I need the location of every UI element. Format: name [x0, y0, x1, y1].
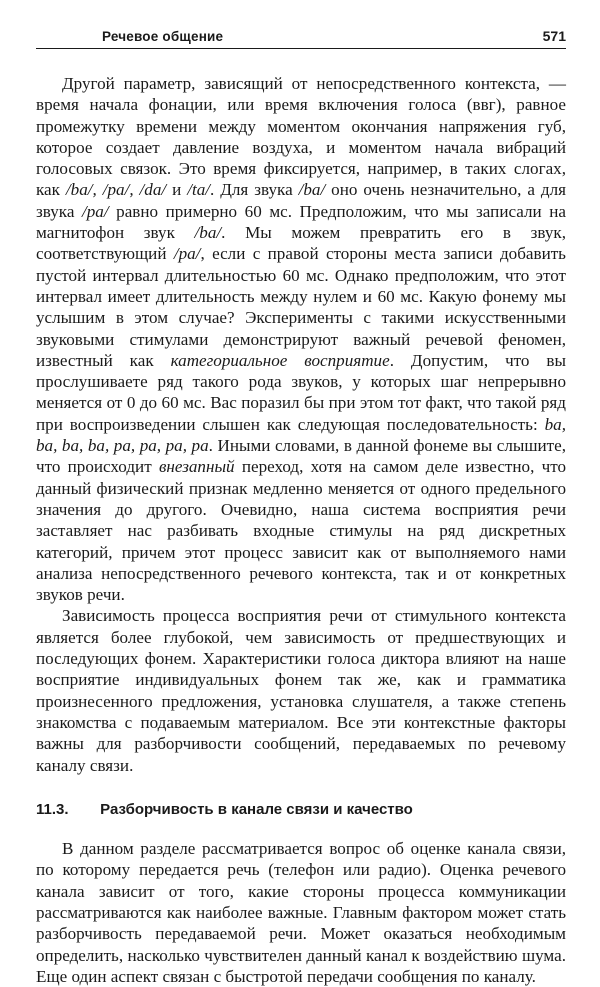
text-run: Зависимость процесса восприятия речи от стимульного контекста является более глубокой, чем зависимость от предшествующих и последующих фонем. Характеристики голоса диктора влияют на наше восприятие индивидуальных фонем так же, как и грамматика произнесенного предложения, установка слушателя, а также степень знакомства с подаваемым материалом. Все эти контекстные факторы важны для разборчивости сообщений, передаваемых по речевому каналу связи. — [36, 606, 566, 775]
text-run: , если с правой стороны места записи добавить пустой интервал длительностью 60 мс. Однако предположим, что этот интервал имеет длительность между нулем и 60 мс. Какую фонему мы услышим в этом случае? Эксперименты с такими искусственными звуковыми стимулами демонстрируют важный речевой феномен, известный как — [36, 244, 566, 370]
italic-run: категориальное восприятие — [170, 350, 390, 370]
running-title: Речевое общение — [102, 29, 224, 44]
italic-run: внезапный — [158, 457, 235, 477]
text-run: переход, хотя на самом деле известно, что данный физический признак медленно меняется от одного предельного значения до другого. Очевидно, наша система восприятия речи заставляет нас разбивать входные стимулы на ряд дискретных категорий, причем этот процесс зависит как от выполняемого нами анализа непосредственного речевого контекста, так и от конкретных звуков речи. — [36, 457, 566, 605]
text-run: Другой параметр, зависящий от непосредственного контекста, — время начала фонации, или время включения голоса (ввг), равное промежутку времени между моментом окончания напряжения губ, которое создает давление воздуха, и моментом начала вибраций голосовых связок. Это время фиксируется, например, в таких слогах, как — [36, 74, 566, 200]
page-body — [36, 73, 566, 987]
italic-run: /pa/ — [173, 244, 201, 264]
text-run: равно примерно 60 мс. Предположим, что мы записали на магнитофон звук — [36, 201, 566, 243]
text-run: . Для звука — [210, 180, 299, 200]
paragraph-3: В данном разделе рассматривается вопрос об оценке канала связи, по которому передается речь (телефон или радио). Оценка речевого канала зависит от того, какие стороны процесса коммуникации рассматриваются как наиболее важные. Главным фактором может стать разборчивость передаваемой речи. Может оказаться необходимым определить, насколько чувствителен данный канал к воздействию шума. Еще один аспект связан с быстротой передачи сообщения по каналу. — [36, 839, 566, 986]
italic-run: /ba/ — [194, 223, 222, 243]
italic-run: /pa/ — [81, 201, 109, 221]
section-heading — [36, 799, 566, 820]
text-run: оно очень незначительно, а для звука — [36, 180, 566, 221]
section-title: Разборчивость в канале связи и качество — [100, 800, 413, 818]
book-page — [36, 18, 566, 987]
italic-run: /ba/, /pa/, /da/ — [65, 180, 167, 200]
text-run: . Иными словами, в данной фонеме вы слышите, что происходит — [36, 436, 566, 477]
italic-run: /ta/ — [187, 180, 210, 200]
italic-run: /ba/ — [298, 180, 326, 200]
page-number: 571 — [542, 28, 566, 44]
text-run: . Мы можем превратить его в звук, соответствующий — [36, 223, 566, 264]
running-header — [36, 18, 566, 49]
italic-run: ba, ba, ba, ba, pa, pa, pa, pa — [36, 414, 566, 456]
paragraph-2 — [36, 605, 566, 775]
section-number: 11.3. — [36, 800, 69, 818]
text-run: . Допустим, что вы прослушиваете ряд такого рода звуков, у которых шаг непрерывно меняется от 0 до 60 мс. Вас поразил бы при этом тот факт, что такой ряд при воспроизведении слышен как следующая последовательность: — [36, 350, 566, 434]
text-run: и — [166, 180, 188, 200]
paragraph-1 — [36, 73, 566, 605]
